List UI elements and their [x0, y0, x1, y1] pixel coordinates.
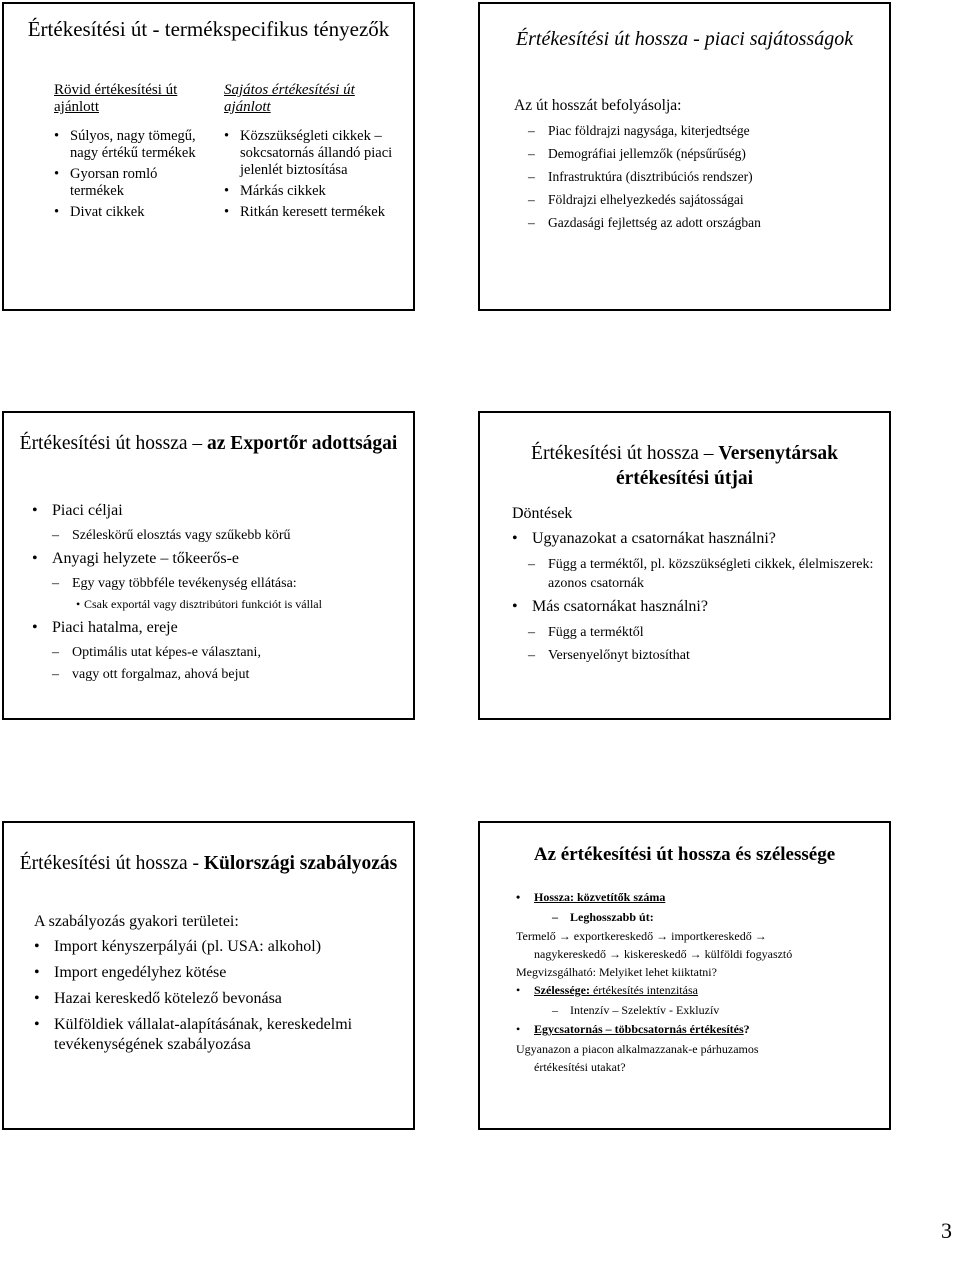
list-subitem: – Intenzív – Szelektív - Exkluzív: [516, 1002, 875, 1018]
item-text: Egycsatornás – többcsatornás értékesítés: [534, 1022, 744, 1036]
title-bold: Külországi szabályozás: [203, 853, 398, 874]
slide-title: Értékesítési út - termékspecifikus tényezők: [27, 17, 390, 41]
list-subitem: – Függ a terméktől, pl. közszükségleti cikkek, élelmiszerek: azonos csatornák: [512, 555, 879, 593]
list-subitem: – Optimális utat képes-e választani,: [32, 644, 403, 662]
slide-title: [14, 851, 403, 876]
slide-market-characteristics: [478, 2, 891, 311]
list-subitem: – Széleskörű elosztás vagy szűkebb körű: [32, 527, 403, 545]
slide-product-factors: [2, 2, 415, 311]
list-item: • Divat cikkek: [54, 204, 214, 221]
column-heading: Sajátos értékesítési út ajánlott: [224, 82, 355, 115]
list-item: • Anyagi helyzete – tőkeerős-e: [32, 549, 403, 569]
intro-text: Az út hosszát befolyásolja:: [514, 97, 682, 114]
list-subitem: – Versenyelőnyt biztosíthat: [512, 646, 879, 665]
page-number: 3: [941, 1218, 952, 1243]
slide-body: [516, 889, 875, 1077]
list-item: • Import engedélyhez kötése: [34, 963, 403, 983]
list-item: – Piac földrajzi nagysága, kiterjedtsége: [528, 122, 761, 139]
bullet-list: [54, 128, 214, 221]
slide-exporter-conditions: [2, 411, 415, 720]
intro-text: Döntések: [512, 505, 573, 522]
item-label: Szélessége:: [534, 983, 590, 997]
list-subitem: – Leghosszabb út:: [516, 909, 875, 925]
list-item: • Ritkán keresett termékek: [224, 204, 404, 221]
text-line: Ugyanazon a piacon alkalmazzanak-e párhuzamos: [516, 1042, 759, 1056]
list-item: • Márkás cikkek: [224, 183, 404, 200]
list-subitem: – Függ a terméktől: [512, 623, 879, 642]
title-bold: Versenytársak értékesítési útjai: [616, 443, 838, 489]
text-line: nagykereskedő → kiskereskedő → külföldi fogyasztó: [534, 947, 793, 961]
slide-title: [14, 431, 403, 456]
item-suffix: ?: [743, 1022, 750, 1036]
slide-title: Az értékesítési út hossza és szélessége: [533, 844, 836, 865]
title-plain: Értékesítési út hossza –: [19, 433, 208, 454]
slide-body: [512, 505, 879, 669]
text-line: Termelő → exportkereskedő → importkereskedő →: [516, 929, 767, 943]
list-item: • Piaci céljai: [32, 501, 403, 521]
column-heading: Rövid értékesítési út ajánlott: [54, 82, 178, 115]
list-item: • Gyorsan romló termékek: [54, 166, 214, 200]
item-text: értékesítés intenzitása: [589, 983, 698, 997]
title-plain: Értékesítési út hossza -: [19, 853, 204, 874]
list-item: • Piaci hatalma, ereje: [32, 618, 403, 638]
list-item: – Földrajzi elhelyezkedés sajátosságai: [528, 191, 761, 208]
list-item: – Gazdasági fejlettség az adott országban: [528, 214, 761, 231]
slide-title: [490, 441, 879, 491]
title-plain: Értékesítési út hossza –: [531, 443, 719, 464]
slide-competitor-channels: [478, 411, 891, 720]
bullet-list: [224, 128, 404, 221]
list-item: – Infrastruktúra (disztribúciós rendszer): [528, 168, 761, 185]
slide-body: [34, 913, 403, 1061]
dash-list: [528, 122, 761, 237]
list-subitem: – vagy ott forgalmaz, ahová bejut: [32, 666, 403, 684]
list-subsubitem: • Csak exportál vagy disztribútori funkciót is vállal: [32, 597, 403, 612]
list-item: • Külföldiek vállalat-alapításának, kereskedelmi tevékenységének szabályozása: [34, 1015, 403, 1055]
bullet-list: [32, 501, 403, 688]
title-bold: az Exportőr adottságai: [207, 433, 398, 454]
text-line: Megvizsgálható: Melyiket lehet kiiktatni?: [516, 965, 717, 979]
list-item: [516, 982, 875, 998]
list-item: • Ugyanazokat a csatornákat használni?: [512, 529, 879, 549]
list-item: • Súlyos, nagy tömegű, nagy értékű termékek: [54, 128, 214, 162]
list-subitem: – Egy vagy többféle tevékenység ellátása:: [32, 575, 403, 593]
intro-text: A szabályozás gyakori területei:: [34, 913, 239, 930]
slide-length-and-width: [478, 821, 891, 1130]
bullet-list: [512, 529, 879, 665]
list-item: • Hossza: közvetítők száma: [516, 889, 875, 905]
bullet-list: [34, 937, 403, 1055]
list-item: • Közszükségleti cikkek – sokcsatornás állandó piaci jelenlét biztosítása: [224, 128, 404, 179]
list-item: • Import kényszerpályái (pl. USA: alkohol): [34, 937, 403, 957]
short-channel-column: [54, 82, 214, 225]
slide-foreign-regulation: [2, 821, 415, 1130]
list-item: • Hazai kereskedő kötelező bevonása: [34, 989, 403, 1009]
list-item: [516, 1021, 875, 1037]
special-channel-column: [224, 82, 404, 225]
list-item: • Más csatornákat használni?: [512, 597, 879, 617]
slide-title: Értékesítési út hossza - piaci sajátosságok: [515, 28, 854, 50]
list-item: – Demográfiai jellemzők (népsűrűség): [528, 145, 761, 162]
text-line: értékesítési utakat?: [534, 1060, 626, 1074]
